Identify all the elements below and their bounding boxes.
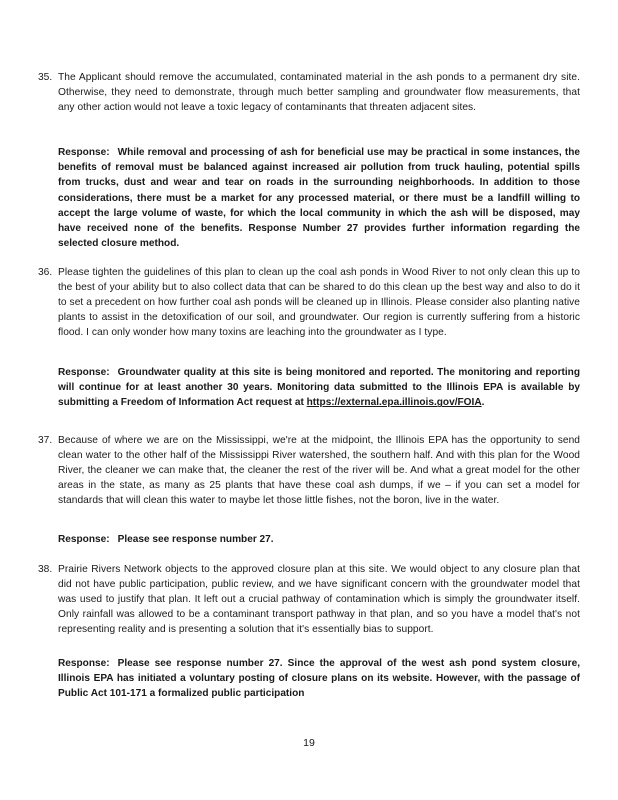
response-label: Response: <box>58 658 110 669</box>
comment-text: Prairie Rivers Network objects to the approved closure plan at this site. We would object to any closure plan that did not have public participation, public review, and we have significant concern with the groundwater model that was used to justify that plan. It left out a crucial pathway of contamination which is simply the groundwater itself. Only rainfall was allowed to be a contaminant transport pathway in that plan, and so you have a model that's not representing reality and is presenting a solution that it's essentially bias to support. <box>58 564 580 635</box>
comment-text: The Applicant should remove the accumulated, contaminated material in the ash ponds to a permanent dry site. Otherwise, they need to demonstrate, through much better sampling and groundwater flow measurements, that any other action would not leave a toxic legacy of contaminants that threaten adjacent sites. <box>58 72 580 113</box>
comment-number: 38. <box>38 564 53 575</box>
response-text: Groundwater quality at this site is being monitored and reported. The monitoring and reporting will continue for at least another 30 years. Monitoring data submitted to the Illinois EPA is available by submitting a Freedom of Information Act request at <box>58 367 580 409</box>
foia-link[interactable]: https://external.epa.illinois.gov/FOIA <box>306 397 482 409</box>
response-text: While removal and processing of ash for beneficial use may be practical in some instances, the benefits of removal must be balanced against increased air pollution from truck hauling, potential spills from trucks, dust and wear and tear on roads in the surrounding neighborhoods. In addition to those considerations, there must be a market for any processed material, or there must be a landfill willing to accept the large volume of waste, for which the local community in which the ash will be disposed, may have received none of the benefits. Response Number 27 provides further information regarding the selected closure method. <box>58 147 580 250</box>
comment-35 <box>38 70 580 115</box>
response-text: Please see response number 27. <box>117 534 274 545</box>
response-label: Response: <box>58 367 110 378</box>
response-label: Response: <box>58 534 110 545</box>
response-38 <box>58 656 580 702</box>
response-36 <box>58 365 580 411</box>
response-label: Response: <box>58 147 110 158</box>
comment-number: 37. <box>38 435 53 446</box>
response-35 <box>58 145 580 251</box>
comment-38 <box>38 562 580 637</box>
comment-36 <box>38 265 580 340</box>
comment-number: 36. <box>38 267 53 278</box>
response-end: . <box>481 397 485 409</box>
comment-number: 35. <box>38 72 53 83</box>
response-text: Please see response number 27. Since the approval of the west ash pond system closure, Illinois EPA has initiated a voluntary posting of closure plans on its website. However, with the passage of Public Act 101-171 a formalized public participation <box>58 658 580 700</box>
comment-text: Because of where we are on the Mississippi, we're at the midpoint, the Illinois EPA has the opportunity to send clean water to the other half of the Mississippi River watershed, the southern half. And with this plan for the Wood River, the cleaner we can make that, the cleaner the rest of the river will be. And what a great model for the other areas in the state, as many as 25 plants that have these coal ash dumps, if we – if you can set a model for standards that will clean this water to maybe let those little fishes, not the boron, live in the water. <box>58 435 580 506</box>
page-number: 19 <box>303 737 315 749</box>
response-37 <box>58 532 580 547</box>
comment-37 <box>38 433 580 508</box>
comment-text: Please tighten the guidelines of this plan to clean up the coal ash ponds in Wood River to not only clean this up to the best of your ability but to also collect data that can be shared to do this clean up the best way and also to do it to set a precedent on how further coal ash ponds will be cleaned up in Illinois. Please consider also planting native plants to assist in the detoxification of our soil, and groundwater. Our region is currently suffering from a historic flood. I can only wonder how many toxins are leaching into the groundwater as I type. <box>58 267 580 338</box>
